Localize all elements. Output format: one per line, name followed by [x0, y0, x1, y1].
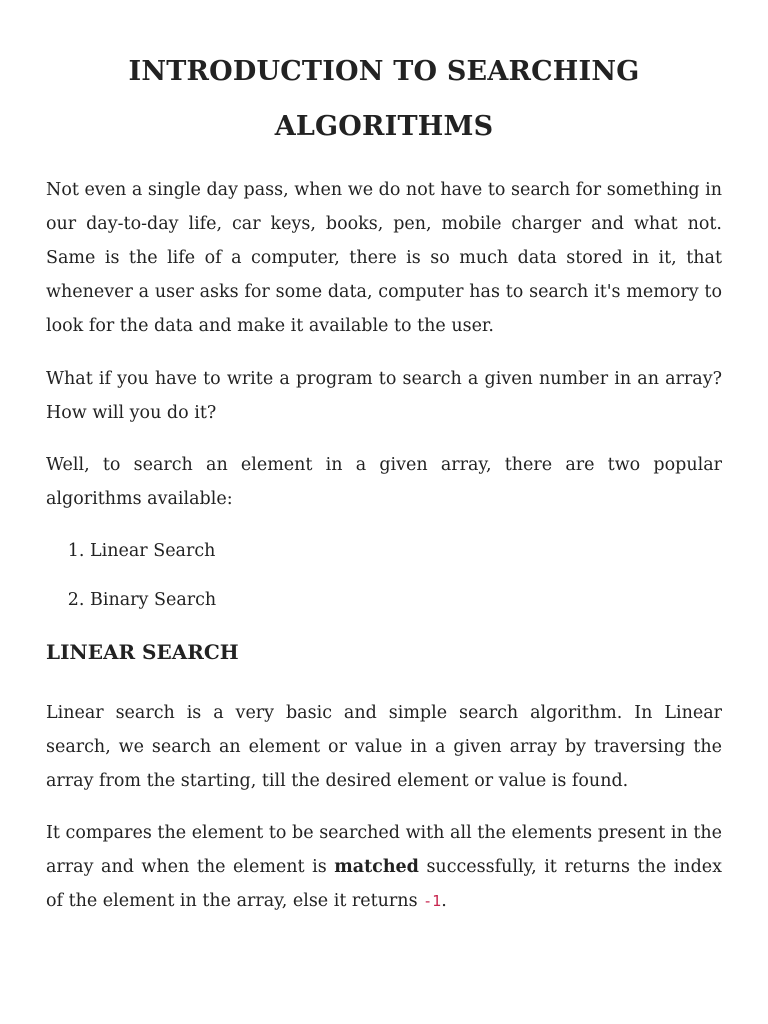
algorithm-list	[46, 534, 722, 617]
linear-compare-paragraph	[46, 816, 722, 918]
linear-description-paragraph: Linear search is a very basic and simple search algorithm. In Linear search, we search an element or value in a given array by traversing the array from the starting, till the desired element or value is found.	[46, 703, 722, 791]
inline-code-return-value: -1	[423, 892, 442, 910]
answer-paragraph: Well, to search an element in a given array, there are two popular algorithms available:	[46, 455, 722, 509]
section-heading-linear-search: LINEAR SEARCH	[46, 640, 239, 664]
compare-text-before: It compares the element to be searched with all the elements present in the array and when the element is	[46, 823, 722, 877]
intro-paragraph: Not even a single day pass, when we do not have to search for something in our day-to-day life, car keys, books, pen, mobile charger and what not. Same is the life of a computer, there is so much data stored in it, that whenever a user asks for some data, computer has to search it's memory to look for the data and make it available to the user.	[46, 180, 722, 336]
page-title-line-2: ALGORITHMS	[274, 111, 494, 142]
list-item-binary-search: 2. Binary Search	[90, 583, 722, 617]
page-title-line-1: INTRODUCTION TO SEARCHING	[128, 56, 640, 87]
page-title	[46, 0, 722, 154]
question-paragraph: What if you have to write a program to search a given number in an array? How will you do it?	[46, 369, 722, 423]
emphasis-matched: matched	[334, 857, 419, 877]
compare-text-after: .	[441, 891, 447, 911]
list-item-linear-search: 1. Linear Search	[90, 534, 722, 568]
compare-text-middle: successfully, it returns the index of the element in the array, else it returns	[46, 857, 723, 911]
